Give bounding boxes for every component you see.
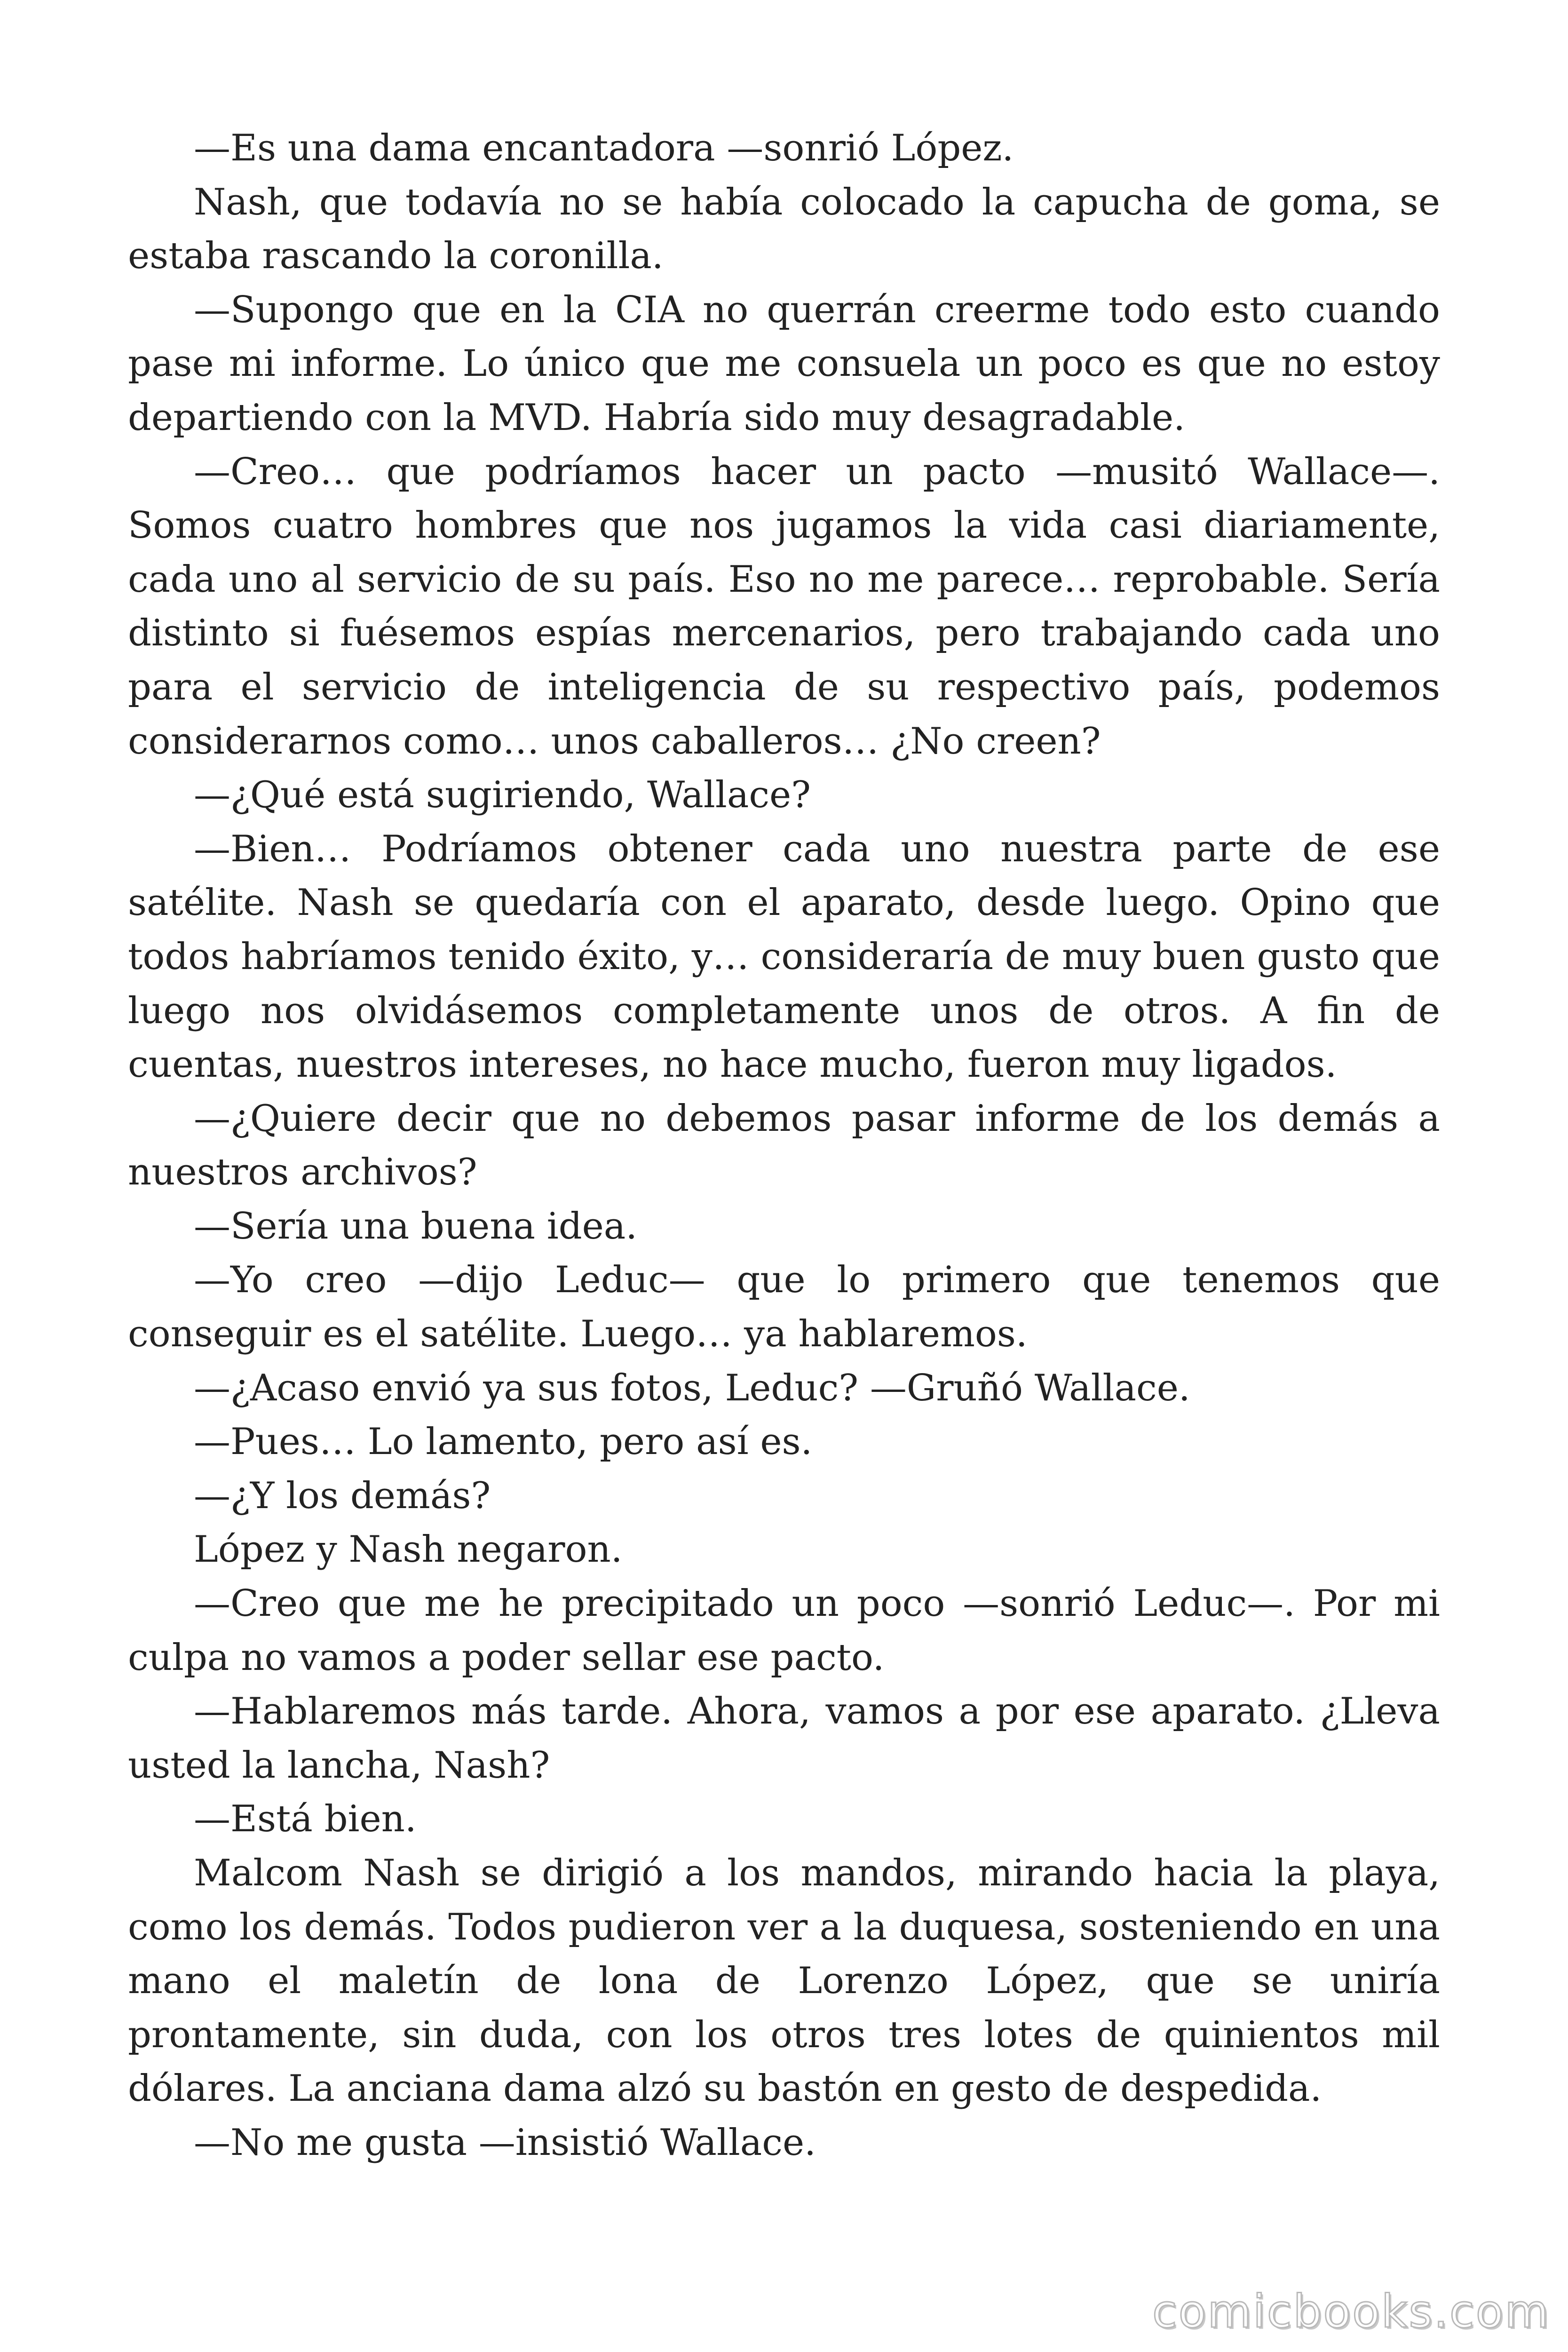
paragraph: Nash, que todavía no se había colocado la capucha de goma, se estaba rascando la coronilla. [128, 181, 1440, 278]
paragraph: —Creo… que podríamos hacer un pacto —musitó Wallace—. Somos cuatro hombres que nos jugamos la vida casi diariamente, cada uno al servicio de su país. Eso no me parece… reprobable. Sería distinto si fuésemos espías mercenarios, pero trabajando cada uno para el servicio de inteligencia de su respectivo país, podemos considerarnos como… unos caballeros… ¿No creen? [128, 450, 1440, 763]
paragraph: —Está bien. [194, 1798, 417, 1841]
paragraph: —Es una dama encantadora —sonrió López. [194, 127, 1014, 169]
paragraph: —Supongo que en la CIA no querrán creerme todo esto cuando pase mi informe. Lo único que me consuela un poco es que no estoy departiendo con la MVD. Habría sido muy desagradable. [128, 288, 1440, 439]
paragraph: —¿Qué está sugiriendo, Wallace? [194, 774, 811, 817]
paragraph: —Creo que me he precipitado un poco —sonrió Leduc—. Por mi culpa no vamos a poder sellar ese pacto. [128, 1582, 1440, 1679]
paragraph: —¿Y los demás? [194, 1474, 491, 1517]
paragraph: —¿Quiere decir que no debemos pasar informe de los demás a nuestros archivos? [128, 1097, 1440, 1194]
watermark: comicbooks.com [1152, 2285, 1551, 2338]
paragraph: —Pues… Lo lamento, pero así es. [194, 1421, 813, 1463]
paragraph: —Sería una buena idea. [194, 1205, 638, 1248]
paragraph: —Hablaremos más tarde. Ahora, vamos a por ese aparato. ¿Lleva usted la lancha, Nash? [128, 1690, 1440, 1787]
paragraph: —No me gusta —insistió Wallace. [194, 2121, 816, 2164]
paragraph: —Bien… Podríamos obtener cada uno nuestra parte de ese satélite. Nash se quedaría con el aparato, desde luego. Opino que todos habríamos tenido éxito, y… consideraría de muy buen gusto que luego nos olvidásemos completamente unos de otros. A fin de cuentas, nuestros intereses, no hace mucho, fueron muy ligados. [128, 827, 1440, 1086]
paragraph: Malcom Nash se dirigió a los mandos, mirando hacia la playa, como los demás. Todos pudieron ver a la duquesa, sosteniendo en una mano el maletín de lona de Lorenzo López, que se uniría prontamente, sin duda, con los otros tres lotes de quinientos mil dólares. La anciana dama alzó su bastón en gesto de despedida. [128, 1852, 1440, 2110]
paragraph: —Yo creo —dijo Leduc— que lo primero que tenemos que conseguir es el satélite. Luego… ya hablaremos. [128, 1259, 1440, 1356]
paragraph: —¿Acaso envió ya sus fotos, Leduc? —Gruñó Wallace. [194, 1367, 1190, 1409]
paragraph: López y Nash negaron. [194, 1528, 623, 1571]
page-body [128, 121, 1440, 2170]
